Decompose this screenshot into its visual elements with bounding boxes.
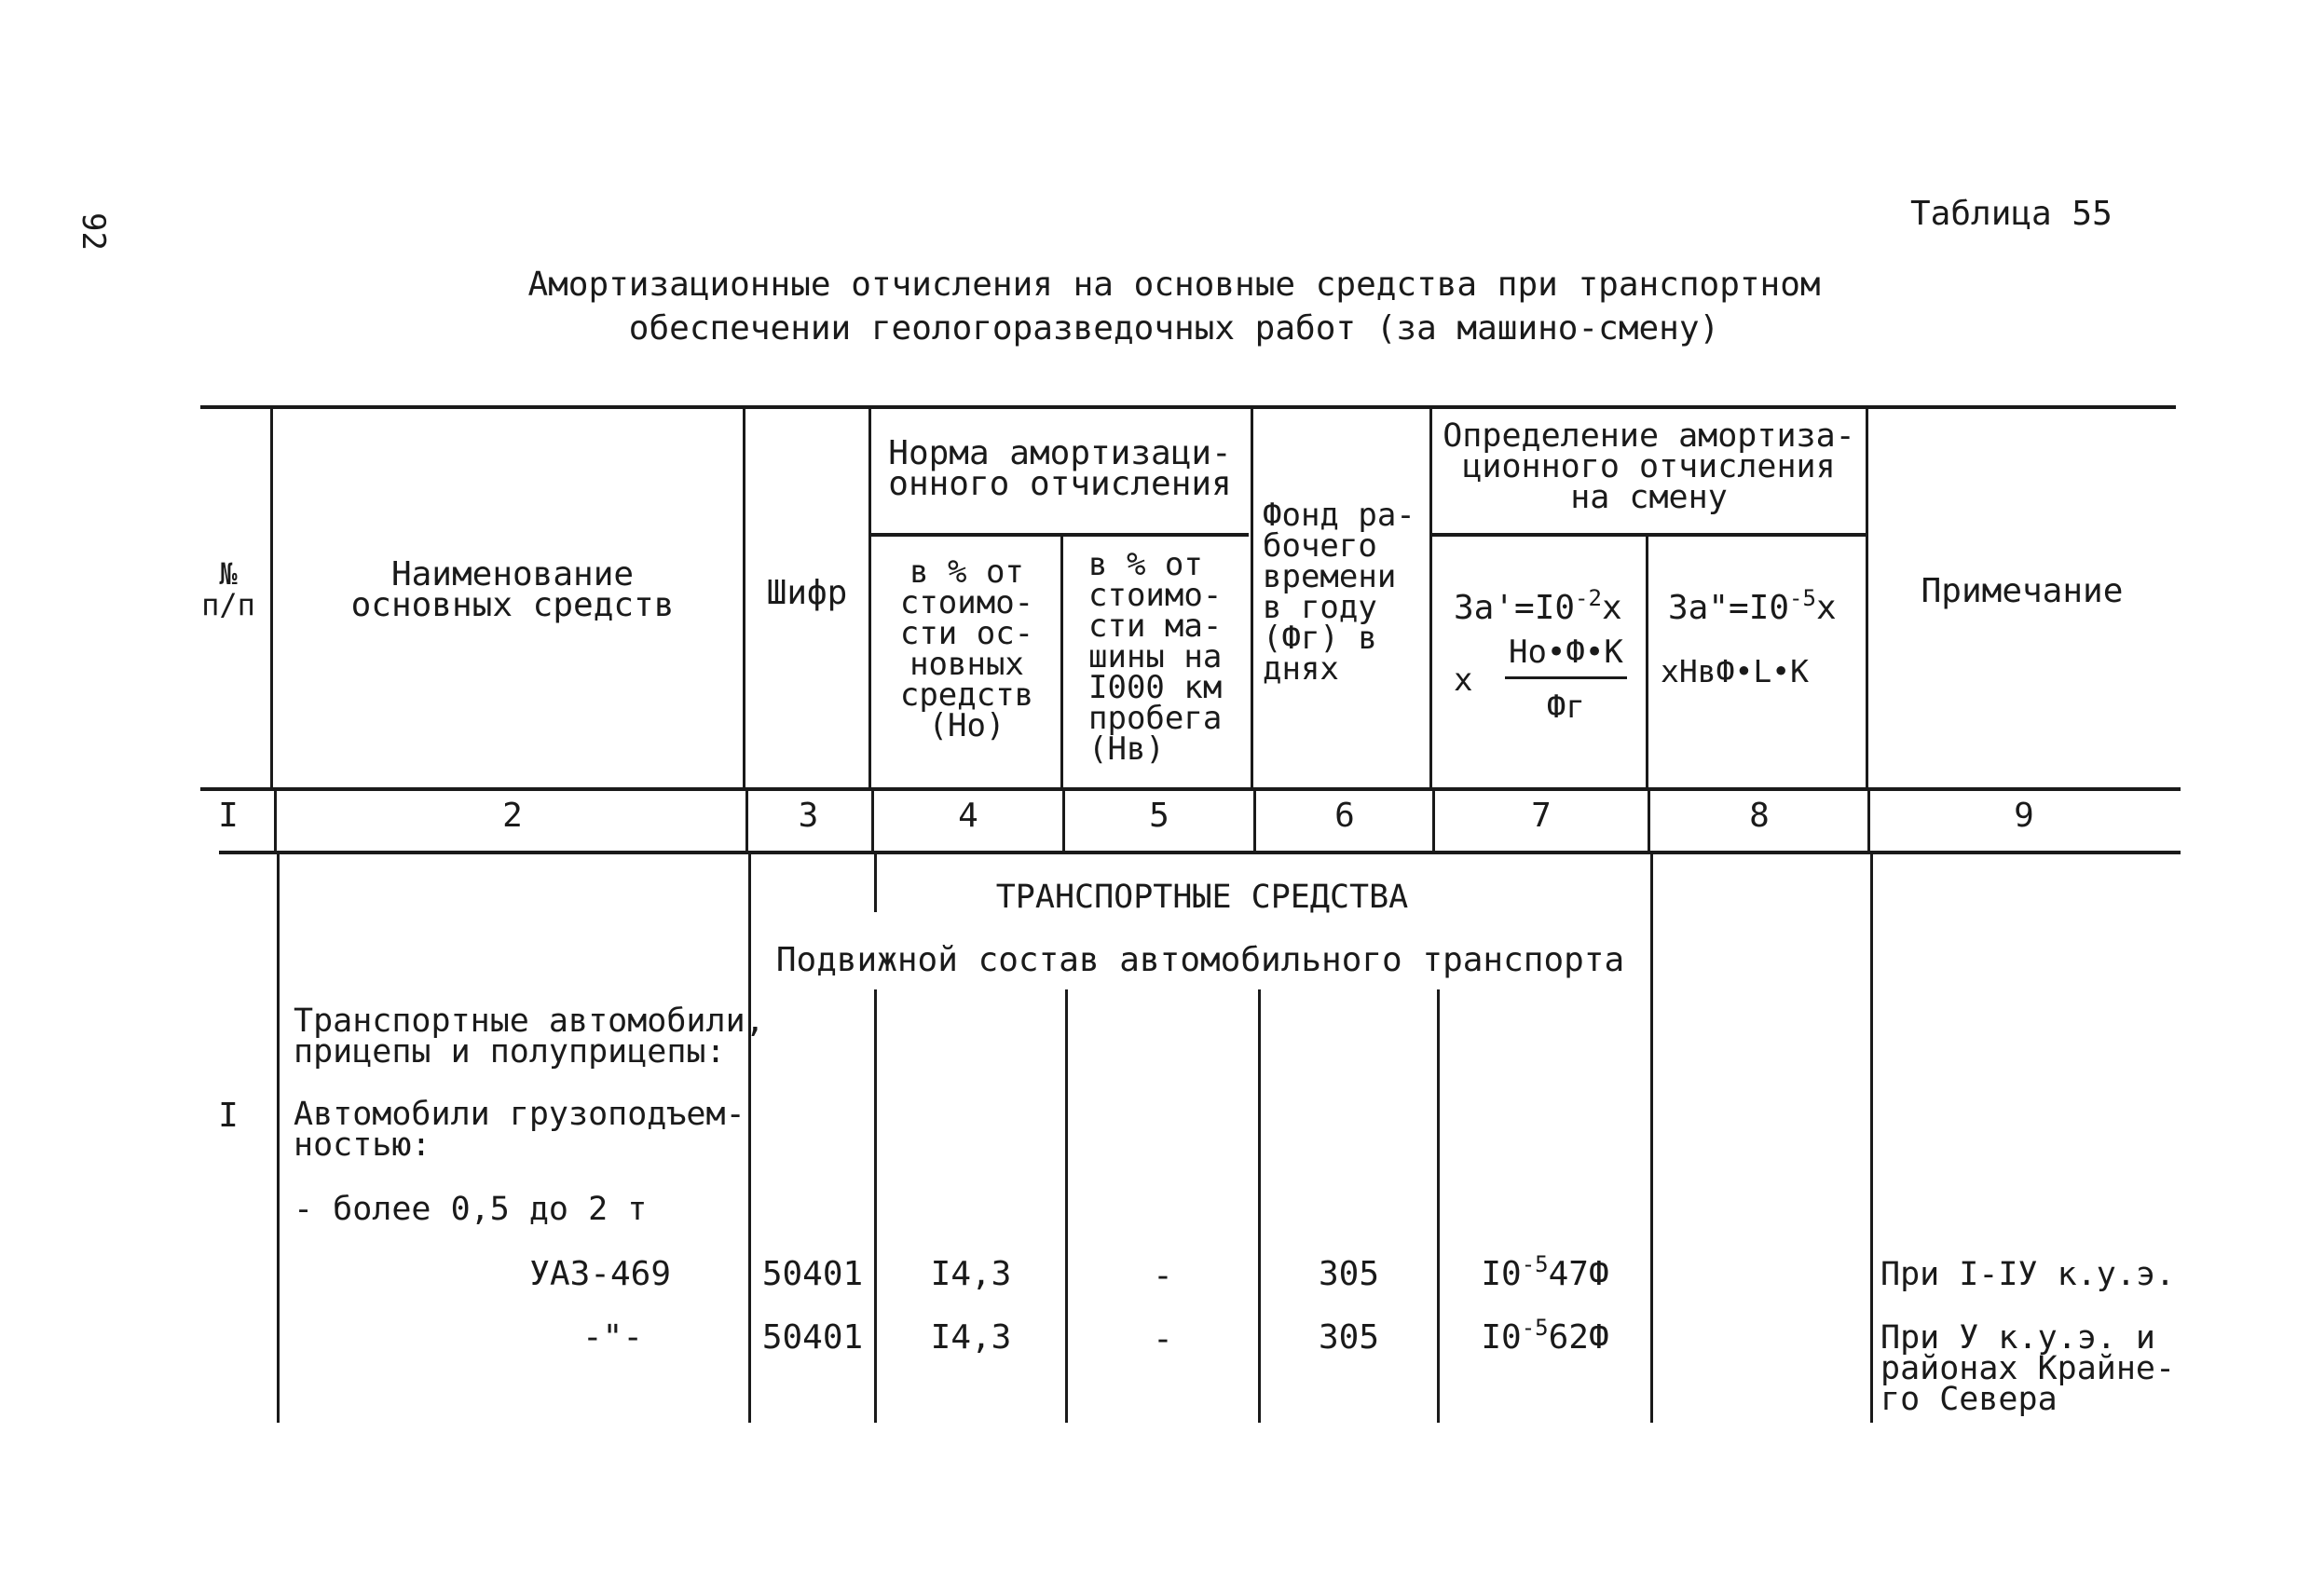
col-divider — [274, 791, 277, 851]
row-2-norm-percent: I4,3 — [930, 1318, 1012, 1357]
formula-7-frac — [1505, 634, 1627, 726]
header-name: Наименование основных средств — [350, 555, 675, 624]
table-top-rule — [200, 405, 2176, 409]
table-title-line-2: обеспечении геологоразведочных работ (за машино-смену) — [628, 309, 1720, 348]
col-number-1: I — [218, 797, 239, 835]
header-definition-group: Определение амортиза- ционного отчисления на смену — [1443, 417, 1855, 516]
formula-7-numerator: Но•Ф•К — [1505, 634, 1627, 679]
formula-7-denominator: Фг — [1546, 689, 1585, 726]
col-divider — [1437, 989, 1440, 1423]
row-2-calc-7-exp: -5 — [1521, 1315, 1549, 1341]
col-number-6: 6 — [1334, 797, 1355, 835]
col-number-4: 4 — [958, 797, 978, 835]
row-2-calc-7-base: I0 — [1481, 1318, 1522, 1357]
row-2-calc-7-tail: 62Ф — [1548, 1318, 1609, 1357]
col-number-9: 9 — [2014, 797, 2034, 835]
col-divider — [1065, 989, 1068, 1423]
row-1-calc-7-base: I0 — [1481, 1255, 1522, 1293]
section-title: ТРАНСПОРТНЫЕ СРЕДСТВА — [995, 879, 1409, 916]
row-2-code: 50401 — [761, 1318, 864, 1357]
item-number: I — [218, 1097, 239, 1135]
header-norm-per-1000km: в % от стоимо- сти ма- шины на I000 км пробега (Нв) — [1088, 546, 1223, 768]
col-divider — [1870, 854, 1873, 1423]
col-divider — [1646, 535, 1648, 787]
header-note: Примечание — [1921, 572, 2124, 610]
row-2-calc-7 — [1440, 1315, 1650, 1357]
page-number: 92 — [75, 212, 112, 251]
col-divider — [1650, 854, 1653, 1423]
formula-7-exp: -2 — [1575, 585, 1602, 611]
group-title: Транспортные автомобили, прицепы и полуприцепы: — [294, 1003, 765, 1071]
subitem: - более 0,5 до 2 т — [294, 1191, 648, 1228]
item-name: Автомобили грузоподъем- ностью: — [294, 1096, 745, 1164]
col-divider — [1251, 407, 1253, 787]
col-divider — [1060, 535, 1063, 787]
row-1-norm-percent: I4,3 — [930, 1255, 1012, 1293]
col-number-7: 7 — [1531, 797, 1552, 835]
formula-8-exp: -5 — [1789, 585, 1816, 611]
col-divider — [874, 989, 877, 1423]
row-1-calc-7 — [1440, 1251, 1650, 1293]
formula-7-head: За'=I0 — [1454, 589, 1576, 627]
definition-group-rule — [1432, 533, 1868, 537]
header-code: Шифр — [766, 574, 848, 612]
row-2-norm-per-1000km: - — [1153, 1320, 1173, 1358]
subsection-title: Подвижной состав автомобильного транспорта — [775, 941, 1625, 979]
formula-7-tail: х — [1601, 589, 1622, 627]
row-2-name: -"- — [581, 1318, 643, 1357]
col-number-5: 5 — [1149, 797, 1169, 835]
header-work-fund: Фонд ра- бочего времени в году (Фг) в днях — [1263, 497, 1415, 688]
column-numbers-rule — [219, 851, 2181, 854]
formula-8-head: За"=I0 — [1668, 589, 1790, 627]
col-number-8: 8 — [1749, 797, 1770, 835]
formula-7-line-1 — [1454, 585, 1622, 627]
row-1-code: 50401 — [761, 1255, 864, 1293]
col-divider — [1258, 989, 1261, 1423]
header-norm-percent-assets: в % от стоимо- сти ос- новных средств (Но) — [899, 553, 1034, 744]
row-1-name: УАЗ-469 — [529, 1255, 671, 1293]
row-2-note: При У к.у.э. и районах Крайне- го Севера — [1880, 1319, 2176, 1418]
col-divider — [270, 407, 273, 787]
row-1-norm-per-1000km: - — [1153, 1257, 1173, 1295]
formula-7-fraction — [1454, 634, 1627, 726]
row-1-calc-7-tail: 47Ф — [1548, 1255, 1609, 1293]
col-number-3: 3 — [798, 797, 819, 835]
row-2-work-fund: 305 — [1318, 1318, 1380, 1357]
row-1-note: При I-IУ к.у.э. — [1880, 1256, 2176, 1293]
table-title-line-1: Амортизационные отчисления на основные средства при транспортном — [527, 266, 1821, 304]
table-label: Таблица 55 — [1910, 195, 2113, 233]
formula-8-line-2: хНвФ•L•К — [1661, 653, 1809, 689]
formula-8-line-1 — [1668, 585, 1837, 627]
col-number-2: 2 — [502, 797, 523, 835]
formula-8-tail: х — [1815, 589, 1837, 627]
row-1-calc-7-exp: -5 — [1521, 1251, 1549, 1277]
header-norm-group: Норма амортизаци- онного отчисления — [888, 434, 1232, 503]
row-1-work-fund: 305 — [1318, 1255, 1380, 1293]
header-num: № п/п — [201, 556, 255, 622]
formula-7-x: х — [1454, 661, 1473, 699]
header-bottom-rule — [200, 787, 2181, 791]
